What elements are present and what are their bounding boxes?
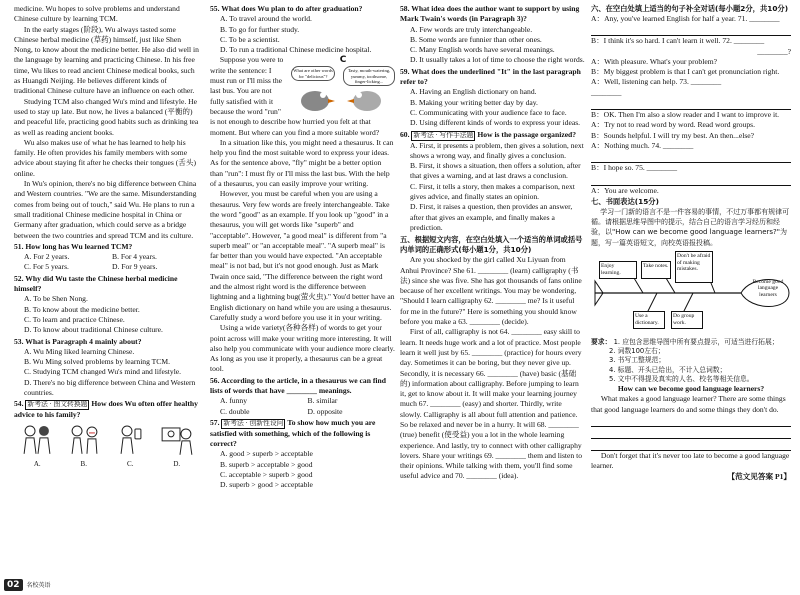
answer-line[interactable] xyxy=(591,98,791,110)
speech-bubble-2: Tasty, mouth-watering, yummy, toothsome, finger-licking... xyxy=(343,66,395,86)
column-4 xyxy=(591,4,791,482)
option[interactable]: C. First, it tells a story, then makes a comparison, next gives advice, and finally states an opinion. xyxy=(410,181,575,202)
requirement: 5. 文中不得提及真实的人名、校名等相关信息。 xyxy=(609,374,754,383)
option[interactable]: D. It usually takes a lot of time to choose the right words. xyxy=(410,55,585,65)
option-label: C. xyxy=(127,460,134,469)
answer-reference: 【范文见答案 P1】 xyxy=(727,471,791,481)
online-video-icon xyxy=(160,424,194,460)
question-55: 55. What does Wu plan to do after graduation? xyxy=(210,4,363,13)
option[interactable]: B. Wu Ming solved problems by learning TCM. xyxy=(24,357,171,367)
option[interactable]: B. To go for further study. xyxy=(220,24,300,34)
option[interactable]: B. similar xyxy=(307,396,338,406)
option[interactable]: B. superb > acceptable > good xyxy=(220,459,313,469)
question-51: 51. How long has Wu learned TCM? xyxy=(14,241,133,251)
passage-label: C xyxy=(339,55,347,66)
option[interactable]: C. For 5 years. xyxy=(24,262,69,272)
column-2 xyxy=(210,4,395,491)
mind-map-node: Don't be afraid of making mistakes. xyxy=(675,251,713,283)
option[interactable]: C. To be a scientist. xyxy=(220,34,280,44)
picture-option-d[interactable] xyxy=(160,424,194,470)
option[interactable]: A. First, it presents a problem, then gives a solution, next shows a wrong way, and finally gives a conclusion. xyxy=(410,140,584,160)
question-60 xyxy=(400,130,585,141)
dialogue-line: A：With pleasure. What's your problem? xyxy=(591,56,717,66)
dialogue-line: A：Try not to read word by word. Read word groups. xyxy=(591,120,756,130)
dialogue xyxy=(591,14,791,196)
dialogue-line: ________? xyxy=(757,46,791,56)
dialogue-line: B：My biggest problem is that I can't get pronunciation right. xyxy=(591,67,780,77)
cloze-passage: First of all, calligraphy is not 64. ________ easy skill to learn. It needs huge work and a lot of practice. Most people learn it well just by 65. ________ (practice) for hours every day. Sometimes it can be boring, but they never give up. Secondly, it is necessary 66. ________ (have) basic (基础的) information about calligraphy. Before jumping to learn it, get to know about it. It will make your learning journey much 67. ________ (easy) and shorter. Thirdly, write slowly. Calligraphy is all about full attention and patience. So be relaxed and never be in a hurry. It will 68. ________ (true) benefit (使受益) you a lot in the whole learning experience. And lastly, try to connect with other calligraphy lovers. Share your writings 69. ________ them and listen to their opinions. While talking with them, you'll find some useful advice and 70. ________ (idea). xyxy=(400,327,583,481)
section-7-heading: 七、书面表达(15分) xyxy=(591,196,659,206)
writing-line[interactable] xyxy=(591,427,791,439)
question-54 xyxy=(14,399,200,420)
cloze-passage: Are you shocked by the girl called Xu Liyuan from Anhui Province? She 61. ________ (learn) calligraphy (书法) since she was five. She has got thousands of fans online because of her excellent writings. You may be wondering, "Should I learn calligraphy 62. ________ me? Is it useful for me in the future?" Here is something you should know before you make a 63. ________ (decide). xyxy=(400,255,582,327)
option[interactable]: A. funny xyxy=(220,396,247,406)
question-59: 59. What does the underlined "It" in the last paragraph refer to? xyxy=(400,66,581,87)
section-5-heading: 五、根据短文内容，在空白处填入一个适当的单词或括号内单词的正确形式(每小题1分，共10分) xyxy=(400,235,583,255)
option[interactable]: D. For 9 years. xyxy=(112,262,158,272)
question-57 xyxy=(210,418,395,450)
requirement: 4. 标题、开头已给出，不计入总词数； xyxy=(609,365,727,374)
birds-icon xyxy=(295,87,391,113)
passage-paragraph: Wu also makes use of what he has learned to help his family. He often provides his family members with some advice about staying fit after he checks their tongues (舌头) online. xyxy=(14,137,196,178)
question-number: 57. xyxy=(210,417,220,427)
page-number: 02 xyxy=(4,579,23,591)
option[interactable]: A. Having an English dictionary on hand. xyxy=(410,87,537,97)
option[interactable]: C. double xyxy=(220,406,250,416)
passage-paragraph: Using a wide variety(各种各样) of words to get your point across will make your writing more interesting. It will also help you communicate with your audience more clearly. As long as you use it properly, a thesaurus can be a great tool. xyxy=(210,323,395,374)
requirement: 1. 应包含思维导图中所有要点提示，可适当进行拓展； xyxy=(613,338,779,347)
dialogue-line: B：Sounds helpful. I will try my best. An then...else? xyxy=(591,130,755,140)
option[interactable]: D. Using different kinds of words to express your ideas. xyxy=(410,118,581,128)
column-1 xyxy=(14,4,200,470)
option-label: B. xyxy=(80,460,87,469)
essay-ending: Don't forget that it's never too late to become a good language learner. xyxy=(591,450,790,471)
speech-bubble-1: What are other words for "delicious"? xyxy=(291,66,335,80)
option[interactable]: B. For 4 years. xyxy=(112,252,157,262)
requirement: 2. 词数100左右； xyxy=(609,347,665,356)
option[interactable]: D. To run a traditional Chinese medicine hospital. xyxy=(220,45,372,55)
mind-map-node: Do group work. xyxy=(671,311,703,329)
options-51-row2 xyxy=(24,262,200,272)
option[interactable]: A. For 2 years. xyxy=(24,252,70,262)
writing-line[interactable] xyxy=(591,439,791,451)
dialogue-line: ________ xyxy=(591,87,622,97)
mind-map xyxy=(591,251,791,335)
phone-call-icon xyxy=(113,424,147,460)
requirement: 3. 书写工整规范； xyxy=(609,356,666,365)
options-56-row2 xyxy=(220,407,395,417)
dialogue-line: A：Well, listening can help. 73. ________ xyxy=(591,77,722,87)
answer-line[interactable] xyxy=(591,24,791,36)
question-tag: 新考法 · 写作手法题 xyxy=(413,131,474,139)
option[interactable]: A. To be Shen Nong. xyxy=(24,294,88,304)
birds-illustration xyxy=(291,55,395,113)
passage-paragraph: In a situation like this, you might need a thesaurus. It can help you find the most suitable word to express your ideas. As for the sentence above, "fly" might be a better option than "run": I must fly or I'll miss the last bus. With the help of a thesaurus, you can easily improve your writing. xyxy=(210,137,394,189)
question-56: 56. According to the article, in a thesaurus we can find lists of words that have ________ meanings. xyxy=(210,375,386,395)
option-label: A. xyxy=(33,460,41,469)
options-56-row1 xyxy=(220,396,395,406)
dialogue-line: A：Nothing much. 74. ________ xyxy=(591,140,694,150)
tongue-check-icon xyxy=(67,424,101,460)
dialogue-line: A：You are welcome. xyxy=(591,185,659,195)
writing-line[interactable] xyxy=(591,415,791,427)
question-number: 54. xyxy=(14,399,24,409)
passage-paragraph: However, you must be careful when you are using a thesaurus. Very few words are freely interchangeable. Take the word "good" as an example. If you look up "good" in a thesaurus, you will get words like "superb" and "acceptable". However, "a good meal" is different from "a superb meal" or "an acceptable meal". "A superb meal" is far better than you would have expected. "An acceptable meal" is not bad, but it's not good enough. Just as Mark Twain once said, "The difference between the right word and the almost right word is the difference between lightning and a lightning bug(萤火虫)." You'd better have an English dictionary on hand while you are using a thesaurus. Carefully study a word before you use it in your writing. xyxy=(210,189,395,322)
question-text: To show how much you are satisfied with something, which of the following is correct? xyxy=(210,417,376,449)
passage-paragraph: Studying TCM also changed Wu's mind and lifestyle. He used to stay up late. But now, he lives a balanced (平衡的) and peaceful life, practicing good habits such as drinking tea as well as reading ancient books. xyxy=(14,96,199,137)
writing-prompt: 学习一门新的语言不是一件容易的事情，不过万事都有规律可循。请根据思维导图中的提示，结合自己的语言学习经历和经验，以"How can we become good language learners?"为题，写一篇英语短文，向校英语报投稿。 xyxy=(591,207,790,247)
question-tag: 新考法 · 图文转换题 xyxy=(27,401,88,409)
mind-map-center: Become good language learners xyxy=(752,279,784,298)
option[interactable]: D. opposite xyxy=(307,406,343,416)
question-text: How is the passage organized? xyxy=(477,129,577,139)
option[interactable]: D. There's no big difference between China and Western countries. xyxy=(24,377,196,397)
picture-option-c[interactable] xyxy=(113,424,147,470)
option[interactable]: C. Many English words have several meanings. xyxy=(410,45,555,55)
question-53: 53. What is Paragraph 4 mainly about? xyxy=(14,336,142,346)
option[interactable]: B. First, it shows a situation, then offers a solution, after that gives a warning, and at last draws a conclusion. xyxy=(410,161,581,181)
essay-title: How can we become good language learners? xyxy=(617,384,765,394)
answer-line[interactable] xyxy=(591,151,791,163)
option-label: D. xyxy=(173,460,181,469)
mind-map-node: Use a dictionary. xyxy=(633,311,665,329)
mind-map-node: Enjoy learning. xyxy=(599,261,637,279)
dialogue-line: B：I hope so. 75. ________ xyxy=(591,163,678,173)
passage-paragraph: In Wu's opinion, there's no big difference between China and Western countries. "We are the same. Misunderstanding comes from being out of touch," said Wu. He plans to run a small traditional Chinese medicine hospital in China or Germany after graduation, which could serve as a bridge between the two countries and spread TCM and its culture. xyxy=(14,179,197,240)
dialogue-line: B：OK. Then I'm also a slow reader and I want to improve it. xyxy=(591,110,780,120)
question-52: 52. Why did Wu taste the Chinese herbal medicine himself? xyxy=(14,273,178,294)
option[interactable]: C. Communicating with your audience face to face. xyxy=(410,107,567,117)
requirements xyxy=(591,338,791,384)
two-people-talking-icon xyxy=(20,424,54,460)
option[interactable]: A. Wu Ming liked learning Chinese. xyxy=(24,346,135,356)
picture-option-a[interactable] xyxy=(20,424,54,470)
option[interactable]: B. Making your writing better day by day. xyxy=(410,97,538,107)
brand-text: 名校英语 xyxy=(26,583,51,589)
passage-paragraph: medicine. Wu hopes to solve problems and understand Chinese culture by learning TCM. xyxy=(14,4,180,24)
essay-intro: What makes a good language learner? There are some things that good language learners do and some things they don't do. xyxy=(591,394,786,414)
option[interactable]: A. good > superb > acceptable xyxy=(220,449,313,459)
option[interactable]: A. Few words are truly interchangeable. xyxy=(410,24,533,34)
question-text: How does Wu often offer healthy advice to his family? xyxy=(14,399,198,420)
mind-map-node: Take notes. xyxy=(641,261,671,279)
passage-paragraph: Suppose you were to write the sentence: I must run or I'll miss the last bus. You are not fully satisfied with it because the word "run" is not enough to describe how hurried you felt at that moment. But where can you find a more suitable word? xyxy=(210,55,380,137)
page-footer xyxy=(4,574,51,592)
question-58: 58. What idea does the author want to support by using Mark Twain's words (in Paragraph 3)? xyxy=(400,4,580,24)
option[interactable]: C. Studying TCM changed Wu's mind and lifestyle. xyxy=(24,367,182,377)
option[interactable]: B. To know about the medicine better. xyxy=(24,304,140,314)
section-6-heading: 六、在空白处填上适当的句子补全对话(每小题2分，共10分) xyxy=(591,4,789,13)
option[interactable]: C. To learn and practice Chinese. xyxy=(24,314,125,324)
option[interactable]: A. To travel around the world. xyxy=(220,14,312,24)
option[interactable]: C. acceptable > superb > good xyxy=(220,470,313,480)
dialogue-line: A：Any, you've learned English for half a year. 71. ________ xyxy=(591,14,780,23)
column-3 xyxy=(400,4,585,482)
passage-paragraph: In the early stages (阶段), Wu always tasted some Chinese herbal medicine (草药) himself, just like Shen Nong, to know about the medicine better. He also did well in the language by learning and practicing Chinese. In his free time, Wu likes to read ancient Chinese medical books, such as Huangdi Neijing. He believes different kinds of traditional Chinese culture have an influence on each other. xyxy=(14,24,199,96)
question-tag: 新考法 · 创新性设问 xyxy=(223,419,284,427)
question-number: 60. xyxy=(400,129,410,139)
picture-options xyxy=(14,424,200,470)
picture-option-b[interactable] xyxy=(67,424,101,470)
option[interactable]: D. superb > good > acceptable xyxy=(220,480,313,490)
dialogue-line: B：I think it's so hard. I can't learn it well. 72. ________ xyxy=(591,36,765,46)
answer-line[interactable] xyxy=(591,174,791,186)
options-51-row1 xyxy=(24,252,200,262)
requirements-title: 要求： xyxy=(591,338,612,347)
option[interactable]: B. Some words are funnier than other ones. xyxy=(410,34,542,44)
option[interactable]: D. To know about traditional Chinese culture. xyxy=(24,325,163,335)
option[interactable]: D. First, it raises a question, then provides an answer, after that gives an example, and finally makes a prediction. xyxy=(410,202,573,232)
